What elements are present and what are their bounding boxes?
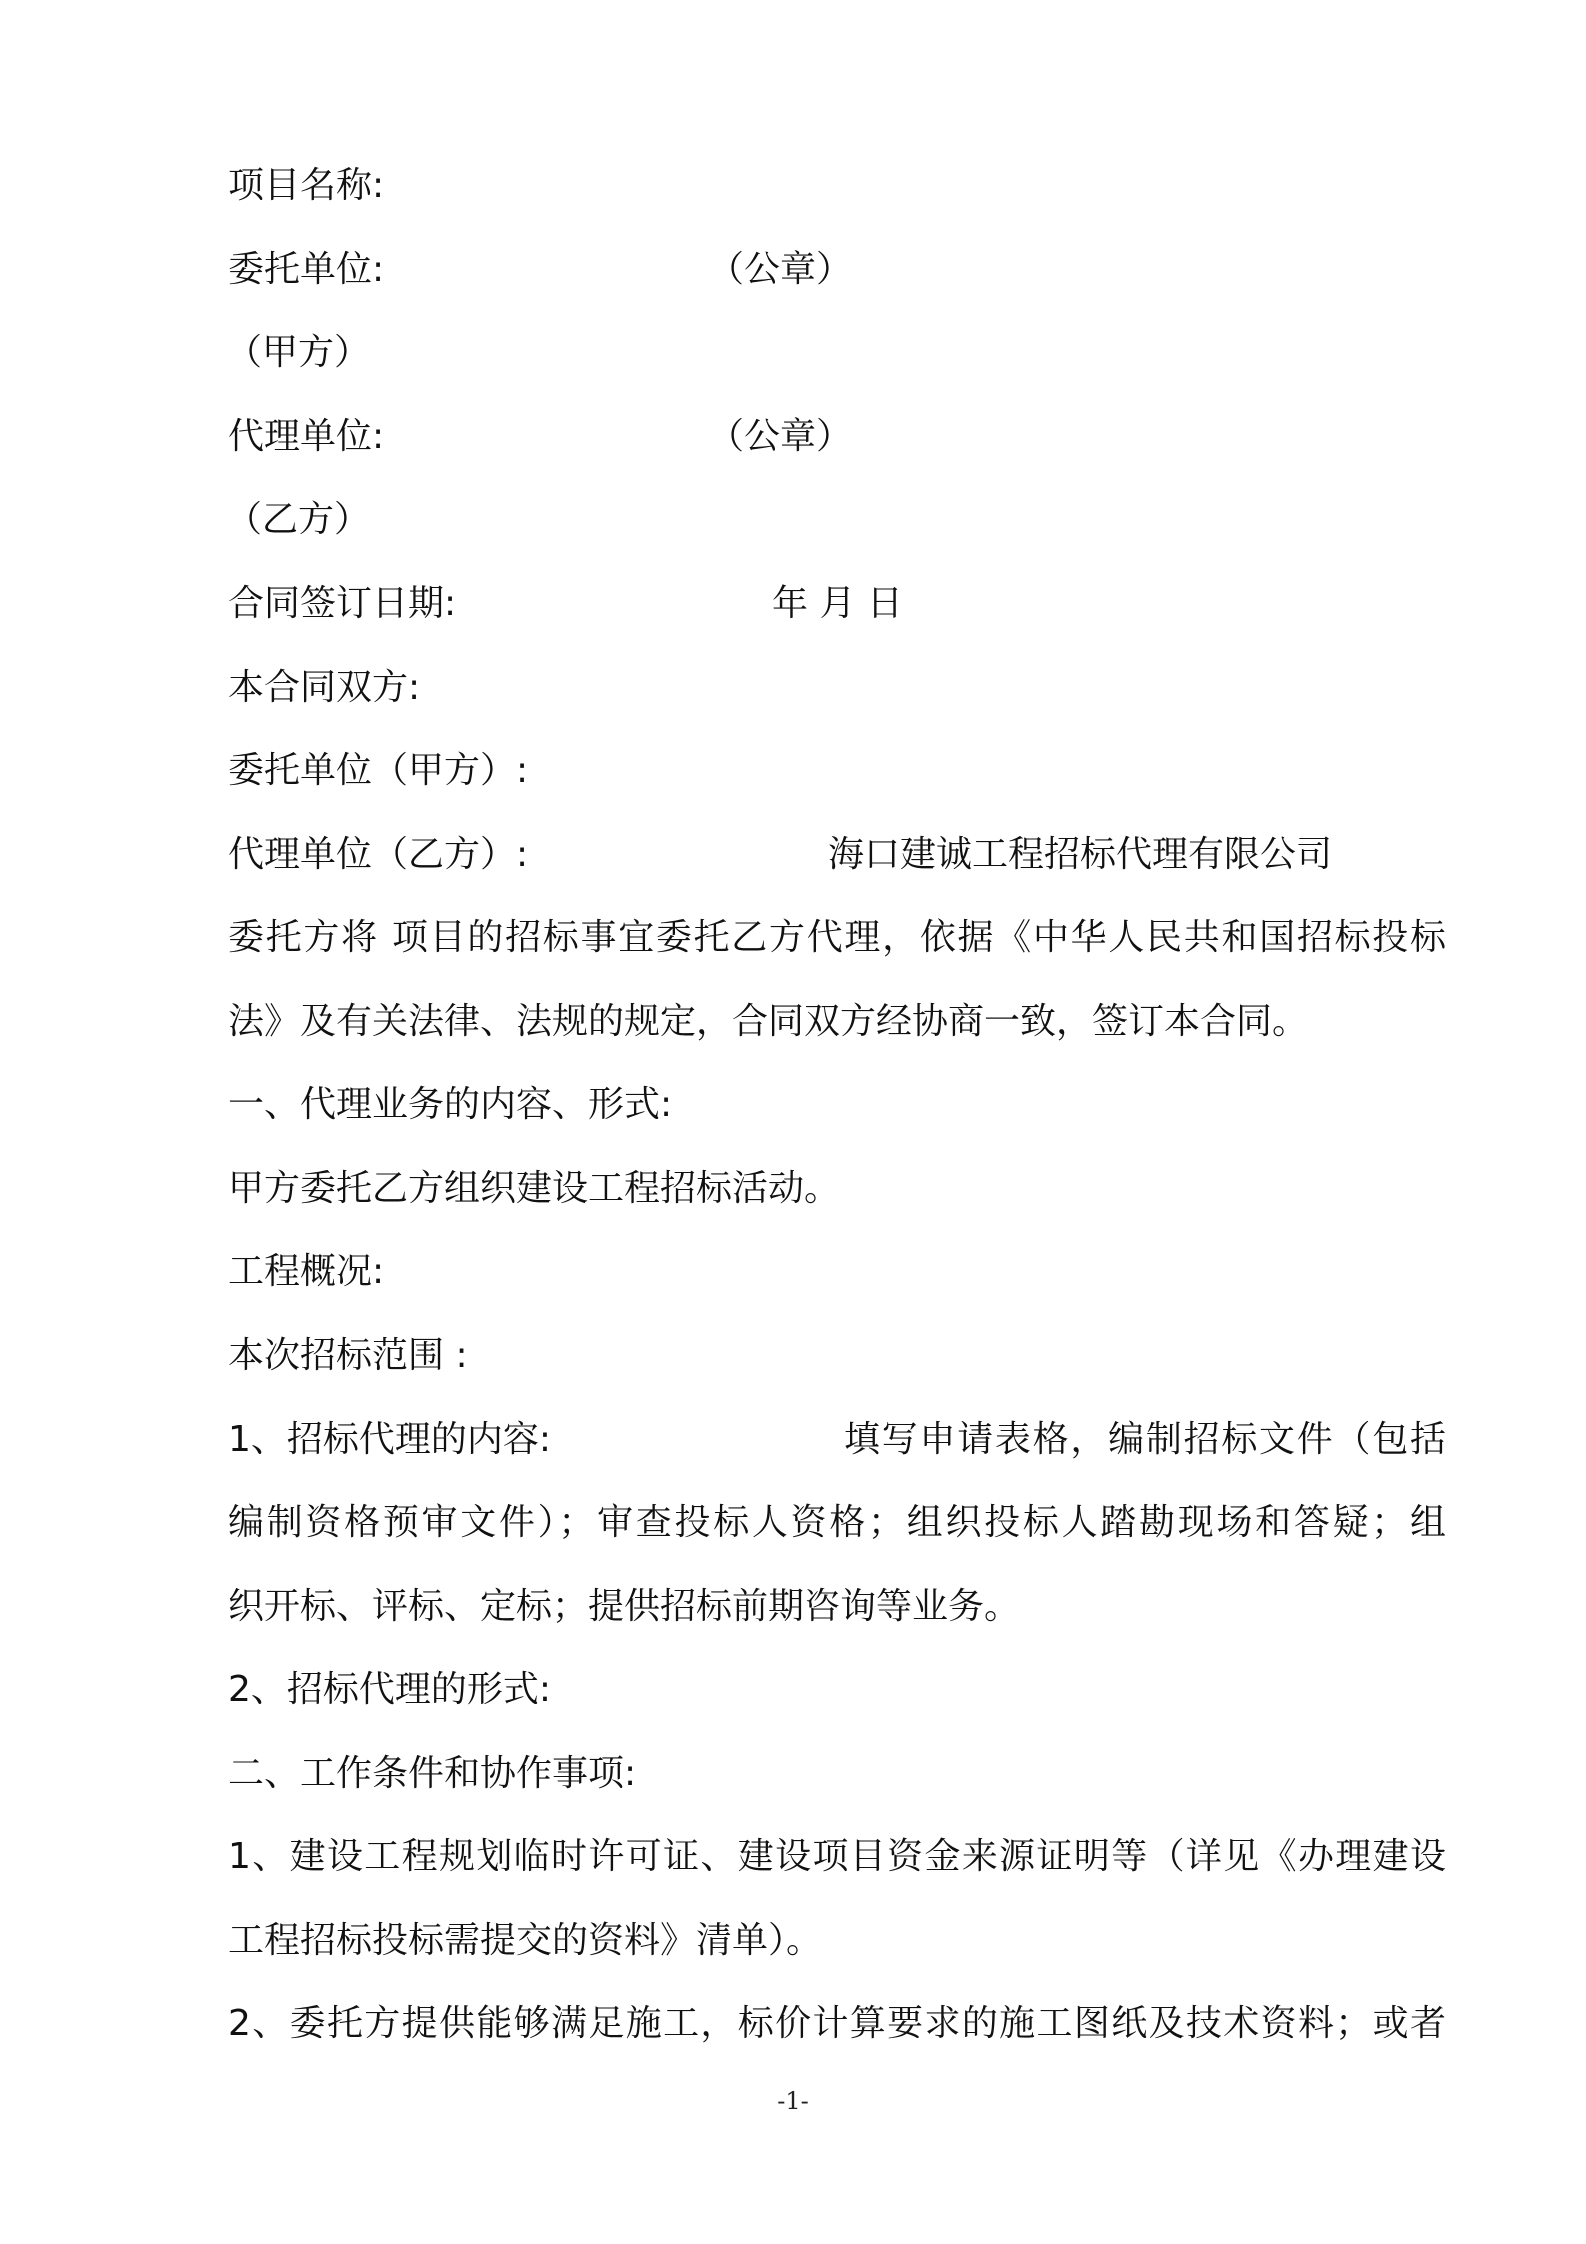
section-2-heading: 二、工作条件和协作事项:: [228, 1753, 637, 1794]
client-seal: （公章）: [708, 249, 853, 290]
item-1-label: 1、招标代理的内容:: [228, 1419, 552, 1460]
client-party-a-label: 委托单位（甲方）:: [228, 750, 529, 791]
sign-date-value: 年 月 日: [772, 583, 903, 624]
party-a-label: （甲方）: [226, 332, 371, 373]
agent-seal: （公章）: [708, 416, 853, 457]
client-label: 委托单位:: [228, 249, 385, 290]
item-2-label: 2、招标代理的形式:: [228, 1669, 552, 1710]
condition-2-line-1: 2、委托方提供能够满足施工，标价计算要求的施工图纸及技术资料；或者: [228, 2003, 1446, 2044]
project-overview-label: 工程概况:: [228, 1251, 385, 1292]
item-1-text: 填写申请表格，编制招标文件（包括: [844, 1419, 1446, 1460]
sign-date-label: 合同签订日期:: [228, 583, 457, 624]
tender-scope-label: 本次招标范围 :: [228, 1335, 468, 1376]
agent-party-b-label: 代理单位（乙方）:: [228, 834, 529, 875]
intro-paragraph-line-2: 法》及有关法律、法规的规定，合同双方经协商一致，签订本合同。: [228, 1001, 1309, 1042]
both-parties-heading: 本合同双方:: [228, 667, 421, 708]
section-1-body: 甲方委托乙方组织建设工程招标活动。: [228, 1168, 841, 1209]
page-number: -1-: [777, 2087, 809, 2115]
agent-label: 代理单位:: [228, 416, 385, 457]
party-b-label: （乙方）: [226, 499, 371, 540]
condition-1-line-1: 1、建设工程规划临时许可证、建设项目资金来源证明等（详见《办理建设: [228, 1836, 1446, 1877]
section-1-heading: 一、代理业务的内容、形式:: [228, 1084, 673, 1125]
project-name-label: 项目名称:: [228, 165, 385, 206]
item-1-continuation-2: 织开标、评标、定标；提供招标前期咨询等业务。: [228, 1586, 1021, 1627]
agent-company-name: 海口建诚工程招标代理有限公司: [828, 834, 1333, 875]
intro-paragraph-line-1: 委托方将 项目的招标事宜委托乙方代理，依据《中华人民共和国招标投标: [228, 917, 1446, 958]
condition-1-line-2: 工程招标投标需提交的资料》清单）。: [228, 1920, 823, 1961]
item-1-continuation-1: 编制资格预审文件）；审查投标人资格；组织投标人踏勘现场和答疑；组: [228, 1502, 1446, 1543]
